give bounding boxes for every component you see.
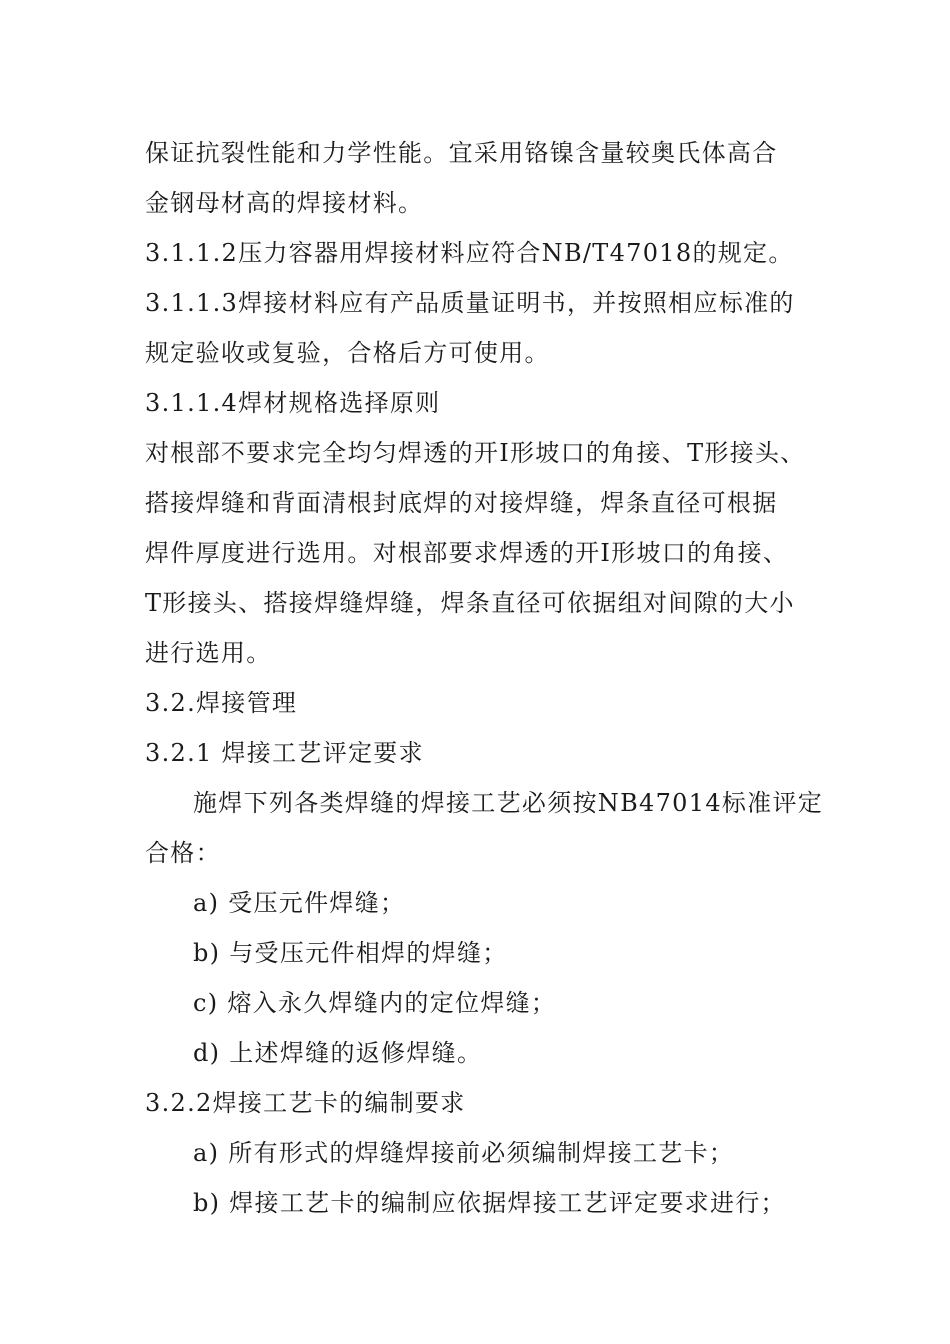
clause-3-1-1-4-heading: 3.1.1.4焊材规格选择原则 — [145, 389, 441, 417]
text-line: 进行选用。 — [145, 639, 272, 667]
clause-3-1-1-3: 3.1.1.3焊接材料应有产品质量证明书，并按照相应标准的 — [145, 289, 795, 317]
paragraph-first-line: 施焊下列各类焊缝的焊接工艺必须按NB47014标准评定 — [193, 789, 824, 817]
text-line: 规定验收或复验，合格后方可使用。 — [145, 339, 550, 367]
text-line: 搭接焊缝和背面清根封底焊的对接焊缝，焊条直径可根据 — [145, 489, 778, 517]
text-line: T形接头、搭接焊缝焊缝，焊条直径可依据组对间隙的大小 — [145, 589, 795, 617]
section-3-2-heading: 3.2.焊接管理 — [145, 689, 298, 717]
list-item: c) 熔入永久焊缝内的定位焊缝； — [193, 989, 557, 1017]
text-line: 金钢母材高的焊接材料。 — [145, 189, 424, 217]
text-line: 合格： — [145, 839, 221, 867]
list-item: a) 受压元件焊缝； — [193, 889, 406, 917]
list-item: b) 焊接工艺卡的编制应依据焊接工艺评定要求进行； — [193, 1189, 786, 1217]
text-line: 对根部不要求完全均匀焊透的开I形坡口的角接、T形接头、 — [145, 439, 806, 467]
text-line: 保证抗裂性能和力学性能。宜采用铬镍含量较奥氏体高合 — [145, 139, 778, 167]
text-line: 焊件厚度进行选用。对根部要求焊透的开I形坡口的角接、 — [145, 539, 789, 567]
section-3-2-1-heading: 3.2.1 焊接工艺评定要求 — [145, 739, 424, 767]
section-3-2-2-heading: 3.2.2焊接工艺卡的编制要求 — [145, 1089, 466, 1117]
clause-3-1-1-2: 3.1.1.2压力容器用焊接材料应符合NB/T47018的规定。 — [145, 239, 794, 267]
list-item: a) 所有形式的焊缝焊接前必须编制焊接工艺卡； — [193, 1139, 735, 1167]
document-body — [145, 128, 835, 1228]
list-item: d) 上述焊缝的返修焊缝。 — [193, 1039, 483, 1067]
list-item: b) 与受压元件相焊的焊缝； — [193, 939, 508, 967]
